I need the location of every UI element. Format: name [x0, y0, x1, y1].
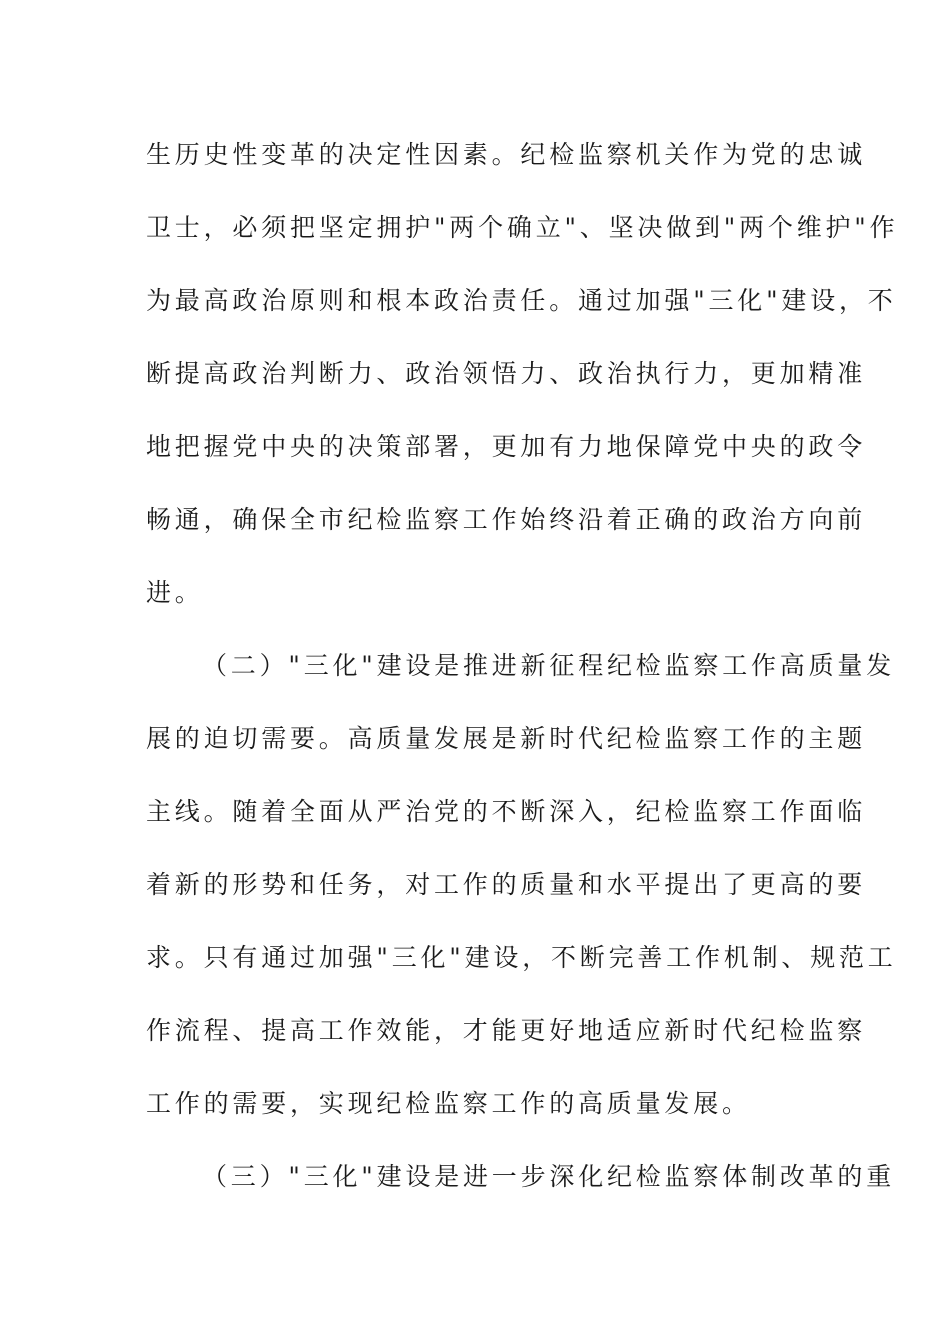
- text-line: 为最高政治原则和根本政治责任。通过加强"三化"建设，不: [146, 286, 897, 315]
- text-line: 生历史性变革的决定性因素。纪检监察机关作为党的忠诚: [146, 140, 867, 169]
- section-heading-two: （二）"三化"建设是推进新征程纪检监察工作高质量发: [202, 651, 895, 680]
- text-line: 着新的形势和任务，对工作的质量和水平提出了更高的要: [146, 870, 867, 899]
- text-line: 畅通，确保全市纪检监察工作始终沿着正确的政治方向前: [146, 505, 867, 534]
- text-line: 求。只有通过加强"三化"建设，不断完善工作机制、规范工: [146, 943, 897, 972]
- text-line: 进。: [146, 578, 204, 607]
- text-line: 主线。随着全面从严治党的不断深入，纪检监察工作面临: [146, 797, 867, 826]
- body-text: [146, 128, 899, 1223]
- text-line: 地把握党中央的决策部署，更加有力地保障党中央的政令: [146, 432, 867, 461]
- text-line: 展的迫切需要。高质量发展是新时代纪检监察工作的主题: [146, 724, 867, 753]
- text-line: 作流程、提高工作效能，才能更好地适应新时代纪检监察: [146, 1016, 867, 1045]
- section-heading-three: （三）"三化"建设是进一步深化纪检监察体制改革的重: [202, 1162, 895, 1191]
- text-line: 卫士，必须把坚定拥护"两个确立"、坚决做到"两个维护"作: [146, 213, 899, 242]
- text-line: 断提高政治判断力、政治领悟力、政治执行力，更加精准: [146, 359, 867, 388]
- text-line: 工作的需要，实现纪检监察工作的高质量发展。: [146, 1089, 751, 1118]
